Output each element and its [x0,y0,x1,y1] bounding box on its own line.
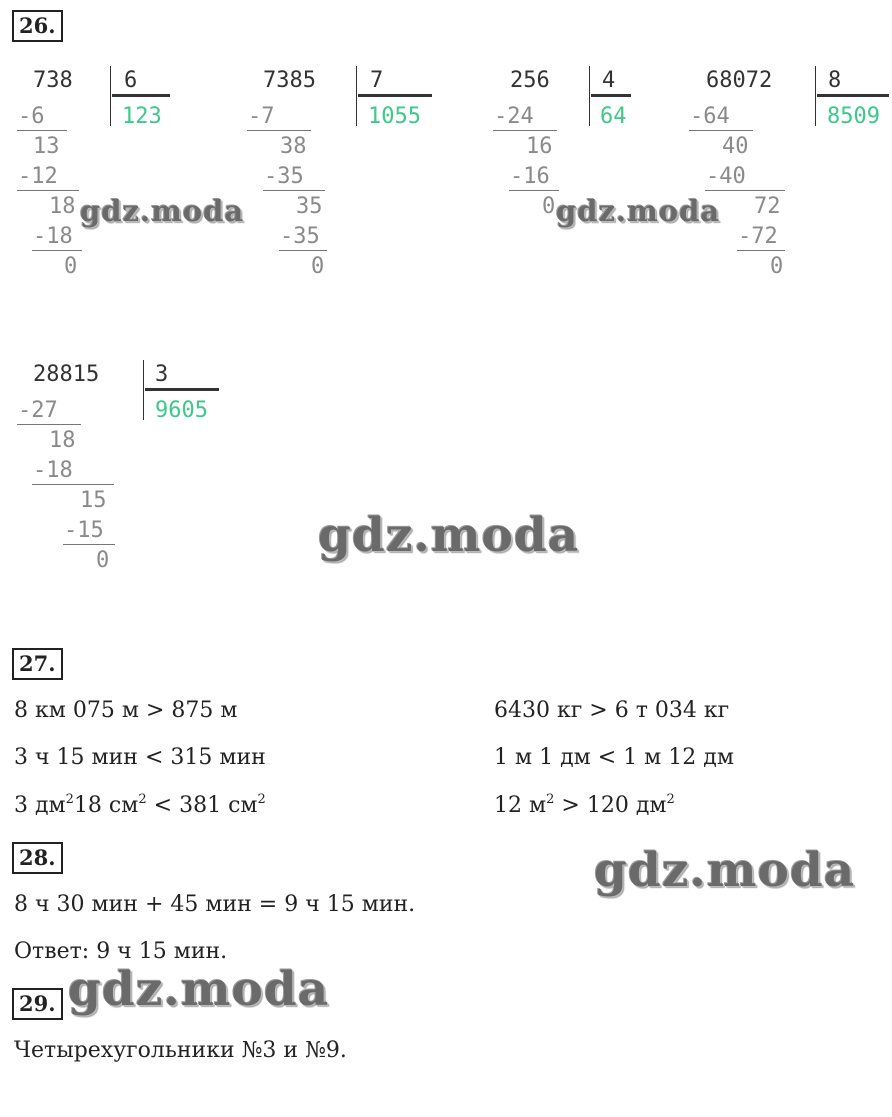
step: -27 [18,398,58,423]
task-number-29: 29. [12,988,63,1020]
dividend: 738 [33,68,73,93]
divisor-underline [817,94,889,97]
step: 0 [64,254,78,279]
comparison-operand: 1 м 12 дм [623,745,734,770]
quotient: 9605 [155,398,208,423]
comparison-operand: 18 см [73,793,139,818]
watermark-logo: gdz.moda [80,194,245,228]
step-line [247,130,311,131]
step: -16 [510,164,550,189]
comparison-operand: 875 м [171,698,238,723]
step: -18 [33,458,73,483]
step-line [17,190,79,191]
divisor: 7 [370,68,384,93]
step-line [737,250,785,251]
step: 40 [722,134,749,159]
division-bar [356,66,357,126]
step: -35 [264,164,304,189]
division-bar [815,66,816,126]
comparison-operand: 12 м [494,793,547,818]
step-line [63,544,115,545]
division-bar [110,66,111,126]
watermark-logo: gdz.moda [594,843,856,898]
step-line [509,190,559,191]
step-line [32,250,82,251]
comparison-operand: 381 см [179,793,258,818]
dividend: 68072 [706,68,773,93]
comparison-left-2 [14,745,266,770]
step: 72 [754,194,781,219]
divisor: 3 [155,362,169,387]
comparison-operator: < [144,745,164,770]
watermark-logo: gdz.moda [68,962,330,1017]
comparison-operator: > [561,793,580,818]
task-number-28: 28. [12,842,63,874]
comparison-operator: > [145,698,165,723]
divisor: 6 [124,68,138,93]
step-line [689,130,753,131]
comparison-operand: 315 мин [170,745,266,770]
comparison-right-1 [494,698,729,723]
comparison-left-3 [14,793,266,818]
quotient: 123 [122,104,162,129]
step: -7 [248,104,275,129]
comparison-operator: < [597,745,617,770]
divisor-underline [112,94,170,97]
step: -6 [18,104,45,129]
task-number-27: 27. [12,648,63,680]
step: -35 [280,224,320,249]
step: 13 [33,134,60,159]
division-bar [143,360,144,420]
step: 0 [311,254,325,279]
step: 15 [80,488,107,513]
comparison-operand: 1 м 1 дм [494,745,591,770]
divisor-underline [591,94,631,97]
step-line [705,190,785,191]
comparison-operator: > [589,698,608,723]
step: -24 [494,104,534,129]
exponent: 2 [138,792,147,807]
divisor: 4 [602,68,616,93]
step-line [263,190,325,191]
exponent: 2 [65,792,74,807]
quotient: 1055 [368,104,421,129]
task28-equation: 8 ч 30 мин + 45 мин = 9 ч 15 мин. [14,892,416,917]
task28-answer: Ответ: 9 ч 15 мин. [14,939,228,964]
comparison-operand: 3 ч 15 мин [14,745,138,770]
step: 16 [526,134,553,159]
watermark-logo: gdz.moda [556,194,721,228]
task-number-26: 26. [12,10,63,42]
step: -72 [738,224,778,249]
step-line [17,424,81,425]
step: 38 [280,134,307,159]
comparison-left-1 [14,698,238,723]
quotient: 8509 [827,104,880,129]
step: -40 [706,164,746,189]
divisor-underline [358,94,432,97]
step-line [32,484,114,485]
quotient: 64 [600,104,627,129]
comparison-operator: < [153,793,173,818]
step: 18 [49,428,76,453]
step-line [279,250,327,251]
step-line [17,130,67,131]
comparison-operand: 6430 кг [494,698,583,723]
division-bar [589,66,590,126]
step: 18 [49,194,76,219]
step: 0 [542,194,556,219]
comparison-right-3 [494,793,675,818]
step: 0 [96,548,110,573]
step: 0 [770,254,784,279]
step-line [493,130,557,131]
task29-text: Четырехугольники №3 и №9. [14,1038,347,1063]
watermark-logo: gdz.moda [318,508,580,563]
comparison-operand: 6 т 034 кг [614,698,730,723]
step: 35 [296,194,323,219]
divisor-underline [145,388,219,391]
step: -15 [64,518,104,543]
dividend: 28815 [33,362,100,387]
dividend: 7385 [263,68,316,93]
step: -64 [690,104,730,129]
comparison-operand: 120 дм [586,793,667,818]
comparison-operand: 8 км 075 м [14,698,139,723]
divisor: 8 [828,68,842,93]
step: -12 [18,164,58,189]
step: -18 [33,224,73,249]
comparison-right-2 [494,745,734,770]
exponent: 2 [666,792,675,807]
comparison-operand: 3 дм [14,793,66,818]
exponent: 2 [546,792,555,807]
dividend: 256 [510,68,550,93]
exponent: 2 [257,792,266,807]
